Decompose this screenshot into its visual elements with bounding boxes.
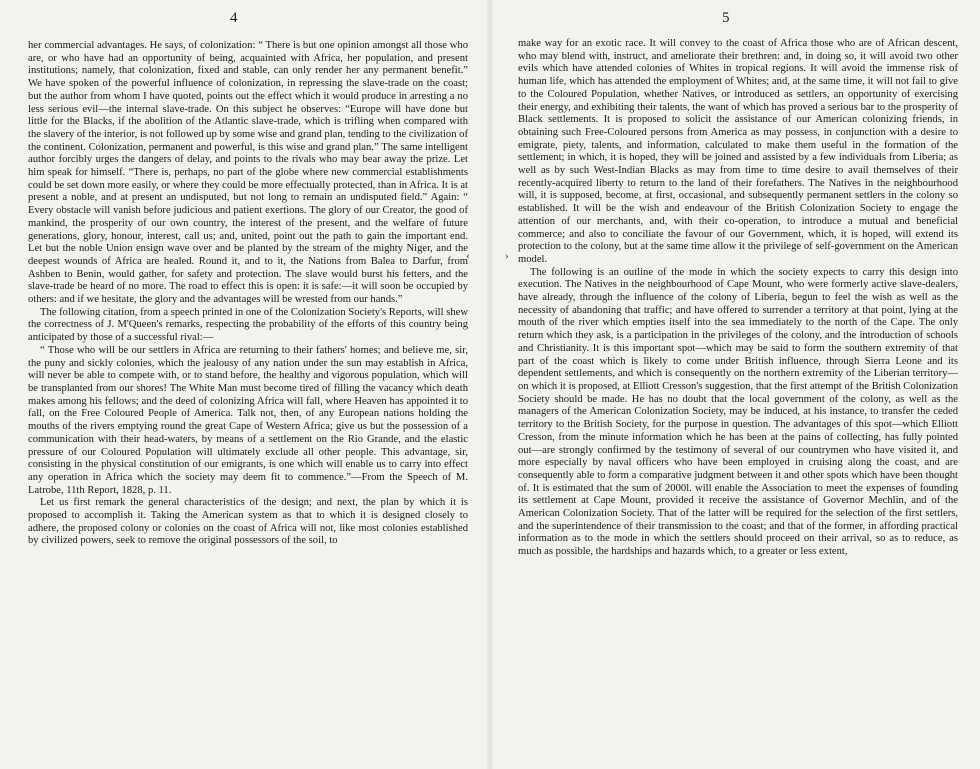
right-paragraph-2: The following is an outline of the mode in which the society expects to carry this design into execution. The Natives in the neighbourhood of Cape Mount, who were formerly active slave-dealers, have already, through the influence of the colony of Liberia, begun to feel the wish as well as the necessity of abandoning that traffic; and have offered to surrender a territory at that point, lying at the mouth of the river which empties itself into the sea immediately to the north of the Cape. The only return which they ask, is a participation in the privileges of the colony, and the introduction of schools and Christianity. It is this important spot—which may be said to form the southern extremity of that part of the coast which is likely to come under British influence, through Sierra Leone and its dependent settlements, and which is consequently on the northern extremity of the Liberian territory—on which it is proposed, at Elliott Cresson's suggestion, that the first attempt of the British Colonization Society should be made. He has no doubt that the local government of the colony, as well as the managers of the American Colonization Society, may be induced, at his instance, to transfer the ceded territory to the British Society, for the purpose in question. The advantages of this spot—which Elliott Cresson, from the minute information which he has been at the pains of collecting, has fully pointed out—are strongly confirmed by the testimony of several of our countrymen who have visited it, and more especially by naval officers who have been employed in cruising along the coast, and are consequently able to form a comparative judgment between it and other spots which have been thought of. It is estimated that the sum of 2000l. will enable the Association to meet the expenses of founding its settlement at Cape Mount, provided it receive the assistance of Governor Mechlin, and of the American Colonization Society. That of the latter will be required for the selection of the first settlers, and the superintendence of their transmission to the coast; and that of the former, in affording practical information as to the mode in which the settlers should proceed on their arrival, so as to reduce, as much as possible, the hardships and hazards which, to a greater or less extent,	[518, 266, 958, 558]
right-page-text	[518, 38, 958, 559]
left-paragraph-4: Let us first remark the general characteristics of the design; and next, the plan by which it is proposed to accomplish it. Taking the American system as that to which it is designed closely to adhere, the proposed colony or colonies on the coast of Africa will not, like most colonies established by civilized powers, seek to remove the original possessors of the soil, to	[28, 497, 468, 547]
right-page	[490, 0, 980, 769]
left-paragraph-3: “ Those who will be our settlers in Africa are returning to their fathers' homes; and believe me, sir, the puny and sickly colonies, which the jealousy of any nation under the sun may establish in Africa, will never be able to compete with, or to stand before, the healthy and vigorous population, which will be transplanted from our shores! The White Man must become tired of filling the vacancy which death makes among his fellows; and the deed of colonizing Africa will fall, where Heaven has appointed it to fall, on the Free Coloured People of America. Talk not, then, of any European nations holding the mouths of the rivers emptying round the great Cape of Western Africa; give us but the possession of a communication with their head-waters, by means of a settlement on the Rio Grande, and the elastic pressure of our Coloured Population will ultimately exclude all other people. This advantage, sir, consisting in the physical constitution of our emigrants, is one which will enable us to carry into effect any operation in Africa which the society may deem fit to commence.”—From the Speech of M. Latrobe, 11th Report, 1828, p. 11.	[28, 344, 468, 496]
left-page-number: 4	[230, 10, 238, 26]
left-paragraph-1: her commercial advantages. He says, of colonization: “ There is but one opinion amongst all those who are, or who have had an opportunity of being, acquainted with Africa, her population, and present institutions; namely, that colonization, fixed and stable, can only render her any permanent benefit.” We have spoken of the powerful influence of colonization, in repressing the slave-trade on the coast; but the author from whom I have quoted, points out the effect which it would produce in arresting a no less serious evil—the internal slave-trade. On this subject he observes: “Europe will have done but little for the Blacks, if the abolition of the Atlantic slave-trade, which is trifling when compared with the slavery of the interior, is not followed up by some wise and grand plan, tending to the civilization of the continent. Colonization, permanent and powerful, is this wise and grand plan.” The same intelligent author forcibly urges the dangers of delay, and points to the rivals who may bear away the prize. Let him speak for himself. “There is, perhaps, no part of the globe where new commercial establishments could be set down more easily, or where they could be more effectually protected, than in Africa. It is at present a noble, and at present an undisputed, but not long to remain an undisputed field.” Again: “ Every obstacle will vanish before judicious and patient exertions. The glory of our Creator, the good of mankind, the prosperity of our own country, the interest of the present, and the welfare of future generations, glory, honour, interest, call us; and, united, point out the path to gain the important end. Let but the noble Union ensign wave over and be planted by the stream of the mighty Niger, and the deepest wounds of Africa are healed. Round it, and to it, the Nations from Balea to Darfur, from Ashben to Benin, would gather, for safety and protection. The slave would burst his fetters, and the slave-trade be heard of no more. The road to effect this is open: it is safe:—it will soon be occupied by others: and if we hesitate, the glory and the advantages will be wrested from our hands.”	[28, 40, 468, 306]
right-paragraph-1: make way for an exotic race. It will convey to the coast of Africa those who are of African descent, who may blend with, instruct, and ameliorate their brethren: and, in doing so, it will avoid two other evils which have attended colonies of Whites in tropical regions. It will avoid the immense risk of human life, which has attended the employment of Whites; and, at the same time, it will not fail to give to the Coloured Population, whether Natives, or introduced as settlers, an opportunity of exercising their energy, and exhibiting their talents, the want of which has proved a serious bar to the prosperity of Black settlements. It is proposed to solicit the assistance of our American colonizing friends, in obtaining such Free-Coloured persons from America as may possess, in conjunction with a desire to emigrate, piety, talents, and information, calculated to make them useful in the formation of the settlement; in which, it is hoped, they will be joined and assisted by a few individuals from Liberia; as well as by such West-Indian Blacks as may from time to time desire to avail themselves of their recently-acquired liberty to return to the land of their forefathers. The Natives in the neighbourhood will, it is supposed, become, at first, occasional, and subsequently permanent settlers in the colony so established. It will be the wish and endeavour of the British Colonization Society to engage the attention of our merchants, and, with their co-operation, to introduce a mutual and beneficial commerce; and also to conciliate the favour of our Government, which, it is hoped, will extend its protection to the colony, but at the same time allow it the privilege of self-government on the American model.	[518, 38, 958, 265]
right-margin-marker: ›	[505, 250, 509, 262]
left-margin-marker: ‹	[466, 250, 470, 262]
left-paragraph-2: The following citation, from a speech printed in one of the Colonization Society's Reports, will shew the correctness of J. M'Queen's remarks, respecting the probability of the efforts of this country being anticipated by those of a successful rival:—	[28, 306, 468, 344]
right-page-number: 5	[722, 10, 730, 26]
left-page-text	[28, 40, 468, 548]
